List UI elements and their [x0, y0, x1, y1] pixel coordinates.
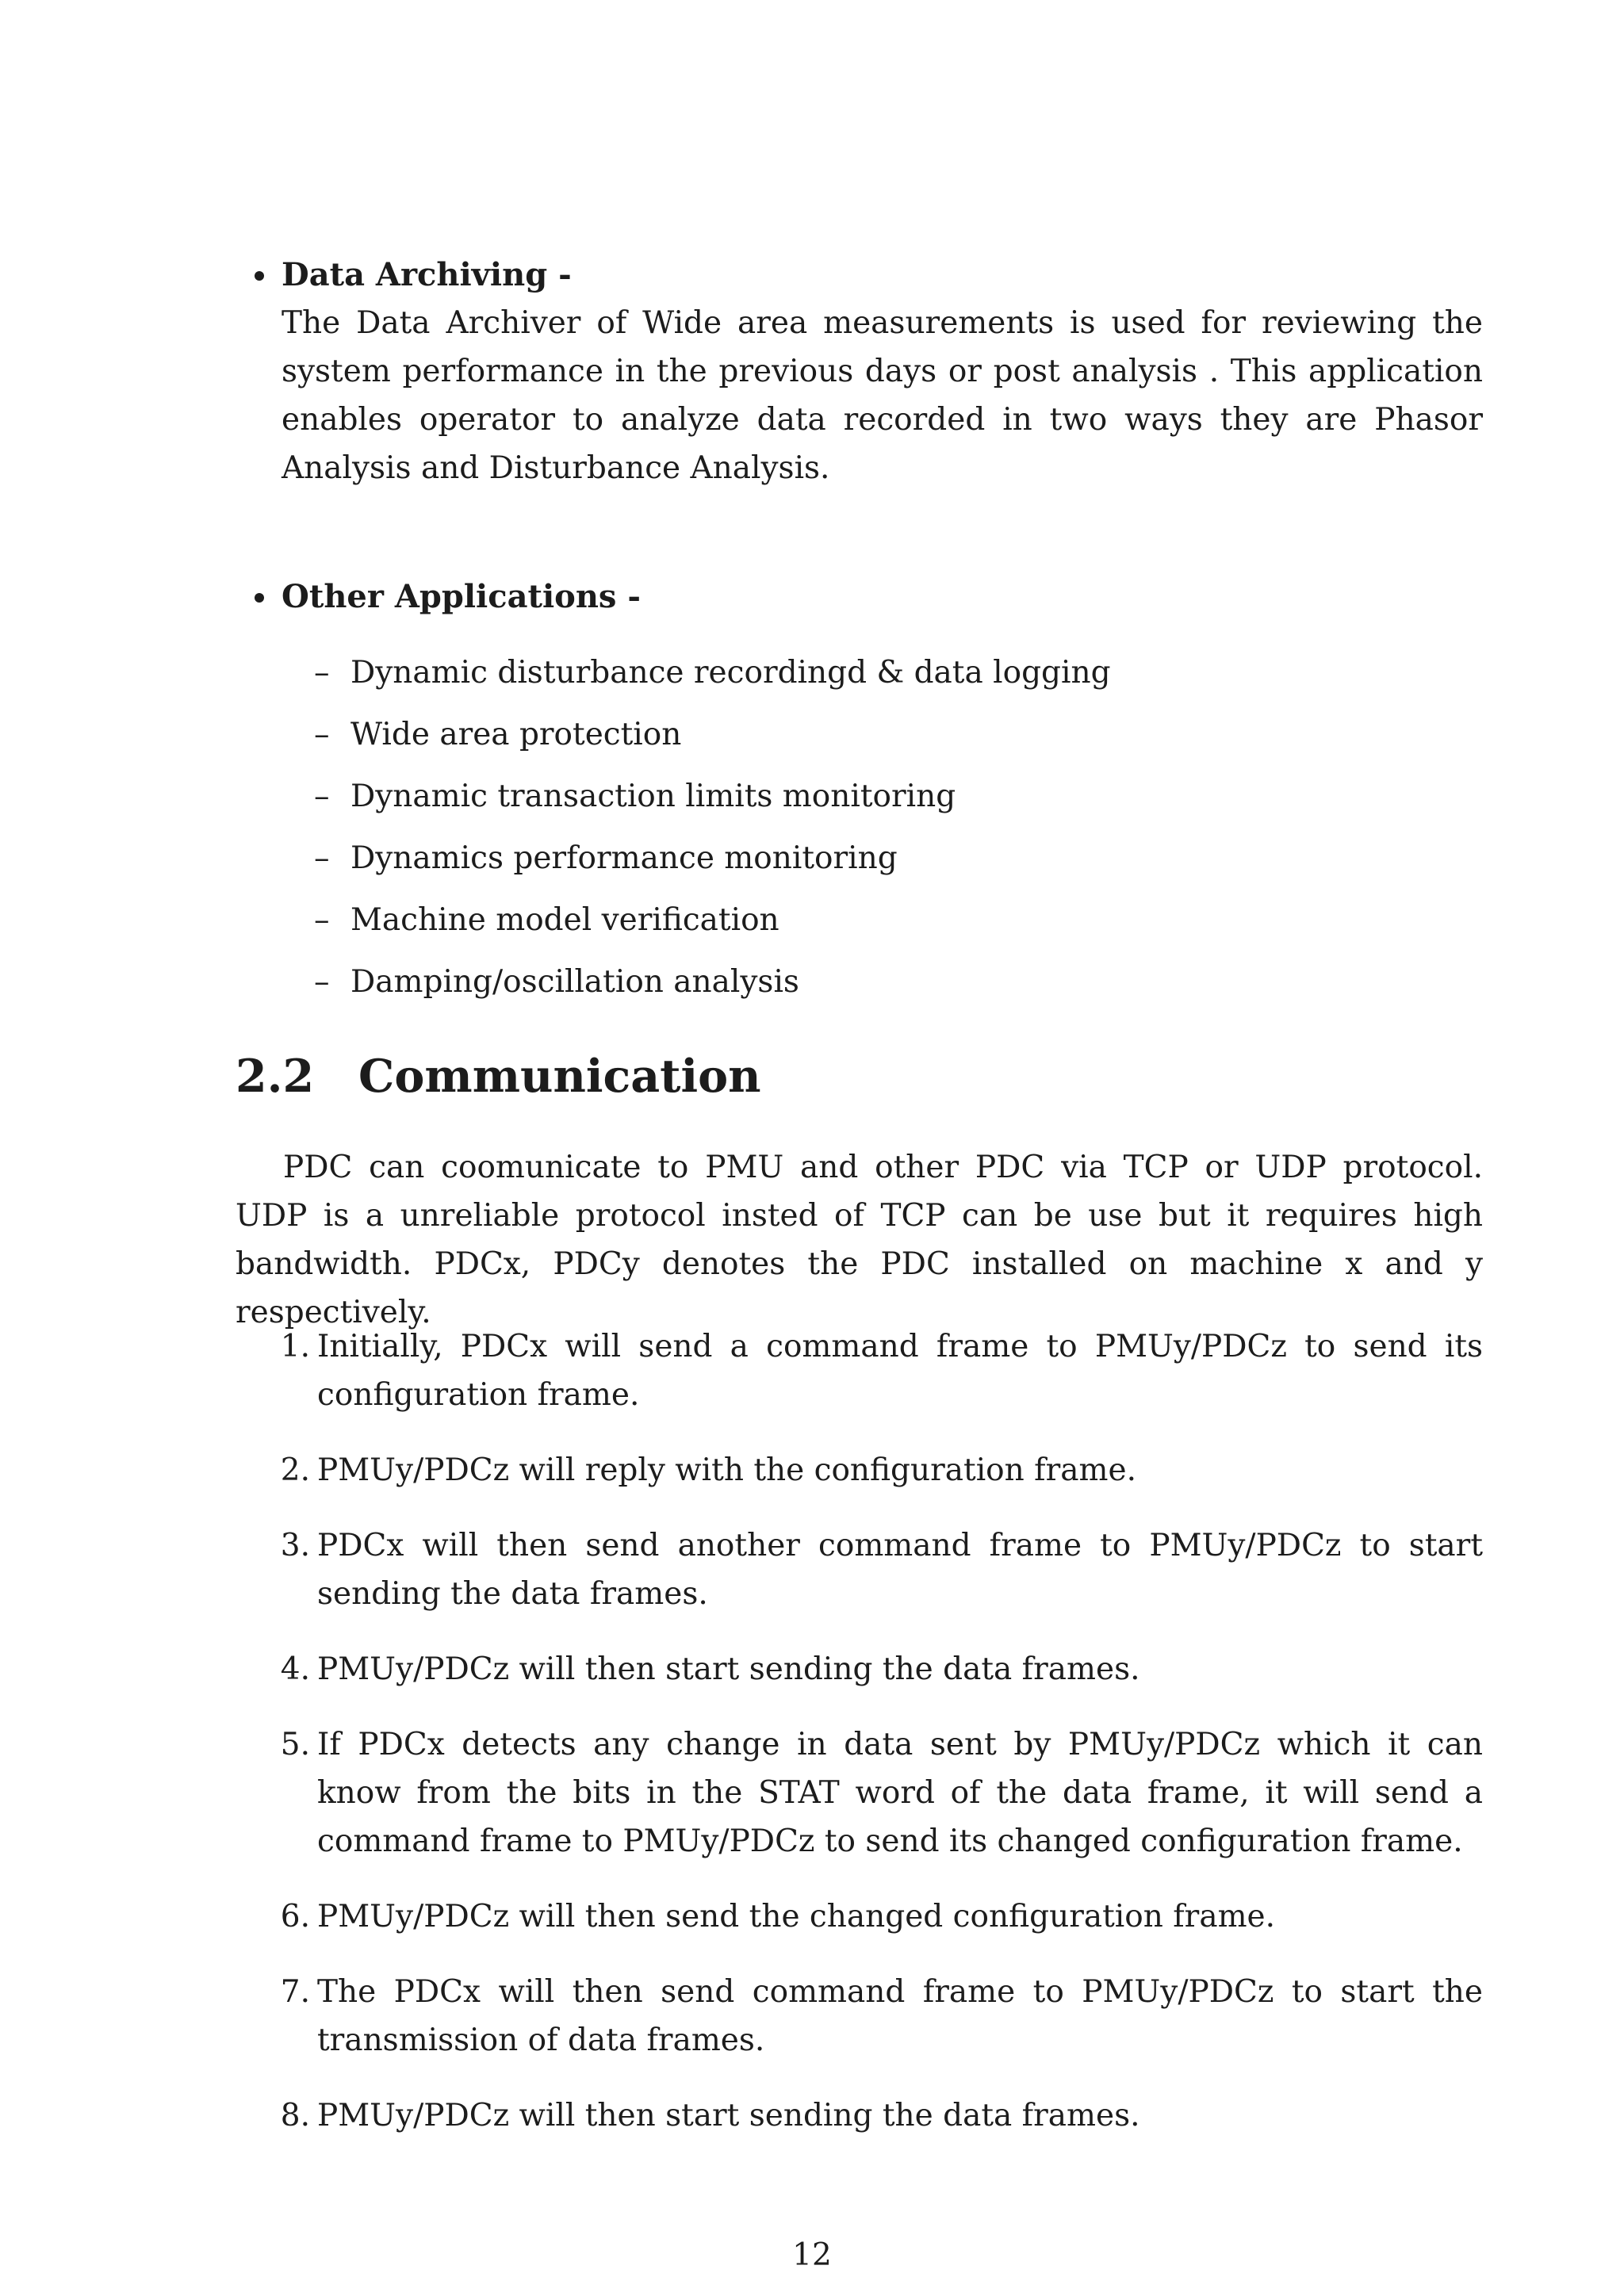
step-text: PMUy/PDCz will then send the changed configuration frame.: [317, 1899, 1276, 1934]
section-heading: [236, 1045, 761, 1108]
bullet-marker: [255, 593, 264, 603]
bullet-paragraph: The Data Archiver of Wide area measurements is used for reviewing the system performance in the previous days or post analysis . This application enables operator to analyze data recorded in two ways they are Phasor Analysis and Disturbance Analysis.: [282, 305, 1483, 486]
applications-list: [314, 649, 1461, 1020]
page-number: 12: [792, 2237, 832, 2273]
dash-marker: –: [314, 779, 330, 814]
communication-steps-list: [280, 1322, 1483, 2167]
dash-marker: –: [314, 717, 330, 752]
step-number: 7.: [280, 1974, 310, 2010]
section-title: Communication: [358, 1050, 761, 1103]
step-number: 5.: [280, 1727, 310, 1762]
bullet-heading: Other Applications -: [282, 578, 641, 615]
list-item: – Dynamic transaction limits monitoring: [350, 772, 1461, 834]
dash-marker: –: [314, 902, 330, 938]
step-number: 2.: [280, 1452, 310, 1488]
list-item: [280, 1521, 1483, 1618]
list-item: [280, 1322, 1483, 1419]
bullet-marker: [255, 271, 264, 281]
list-item: [280, 1892, 1483, 1941]
step-text: PMUy/PDCz will reply with the configuration frame.: [317, 1452, 1136, 1488]
step-number: 6.: [280, 1899, 310, 1934]
list-item: – Damping/oscillation analysis: [350, 958, 1461, 1020]
dash-marker: –: [314, 655, 330, 691]
dash-marker: –: [314, 964, 330, 1000]
step-text: PMUy/PDCz will then start sending the data frames.: [317, 2098, 1140, 2133]
section-intro-paragraph: PDC can coomunicate to PMU and other PDC via TCP or UDP protocol. UDP is a unreliable protocol insted of TCP can be use but it requires high bandwidth. PDCx, PDCy denotes the PDC installed on machine x and y respectively.: [236, 1150, 1483, 1330]
dash-marker: –: [314, 840, 330, 876]
section-number: 2.2: [236, 1050, 315, 1103]
list-item: – Wide area protection: [350, 710, 1461, 772]
list-item: [280, 1720, 1483, 1866]
bullet-data-archiving: [282, 251, 1483, 492]
list-item: – Dynamics performance monitoring: [350, 834, 1461, 896]
list-item: [280, 1645, 1483, 1693]
list-item: [280, 1446, 1483, 1494]
step-number: 4.: [280, 1651, 310, 1687]
step-text: PMUy/PDCz will then start sending the data frames.: [317, 1651, 1140, 1687]
step-text: The PDCx will then send command frame to PMUy/PDCz to start the transmission of data frames.: [317, 1974, 1483, 2058]
step-number: 1.: [280, 1329, 310, 1364]
list-item: [280, 1968, 1483, 2064]
bullet-other-applications: [282, 572, 1483, 621]
list-item: [280, 2091, 1483, 2140]
bullet-heading: Data Archiving -: [282, 256, 572, 293]
list-item: – Machine model verification: [350, 896, 1461, 958]
step-text: Initially, PDCx will send a command frame to PMUy/PDCz to send its configuration frame.: [317, 1329, 1483, 1413]
step-number: 3.: [280, 1528, 310, 1563]
list-item: – Dynamic disturbance recordingd & data logging: [350, 649, 1461, 710]
step-text: PDCx will then send another command frame to PMUy/PDCz to start sending the data frames.: [317, 1528, 1483, 1612]
step-number: 8.: [280, 2098, 310, 2133]
step-text: If PDCx detects any change in data sent by PMUy/PDCz which it can know from the bits in the STAT word of the data frame, it will send a command frame to PMUy/PDCz to send its changed configuration frame.: [317, 1727, 1483, 1859]
